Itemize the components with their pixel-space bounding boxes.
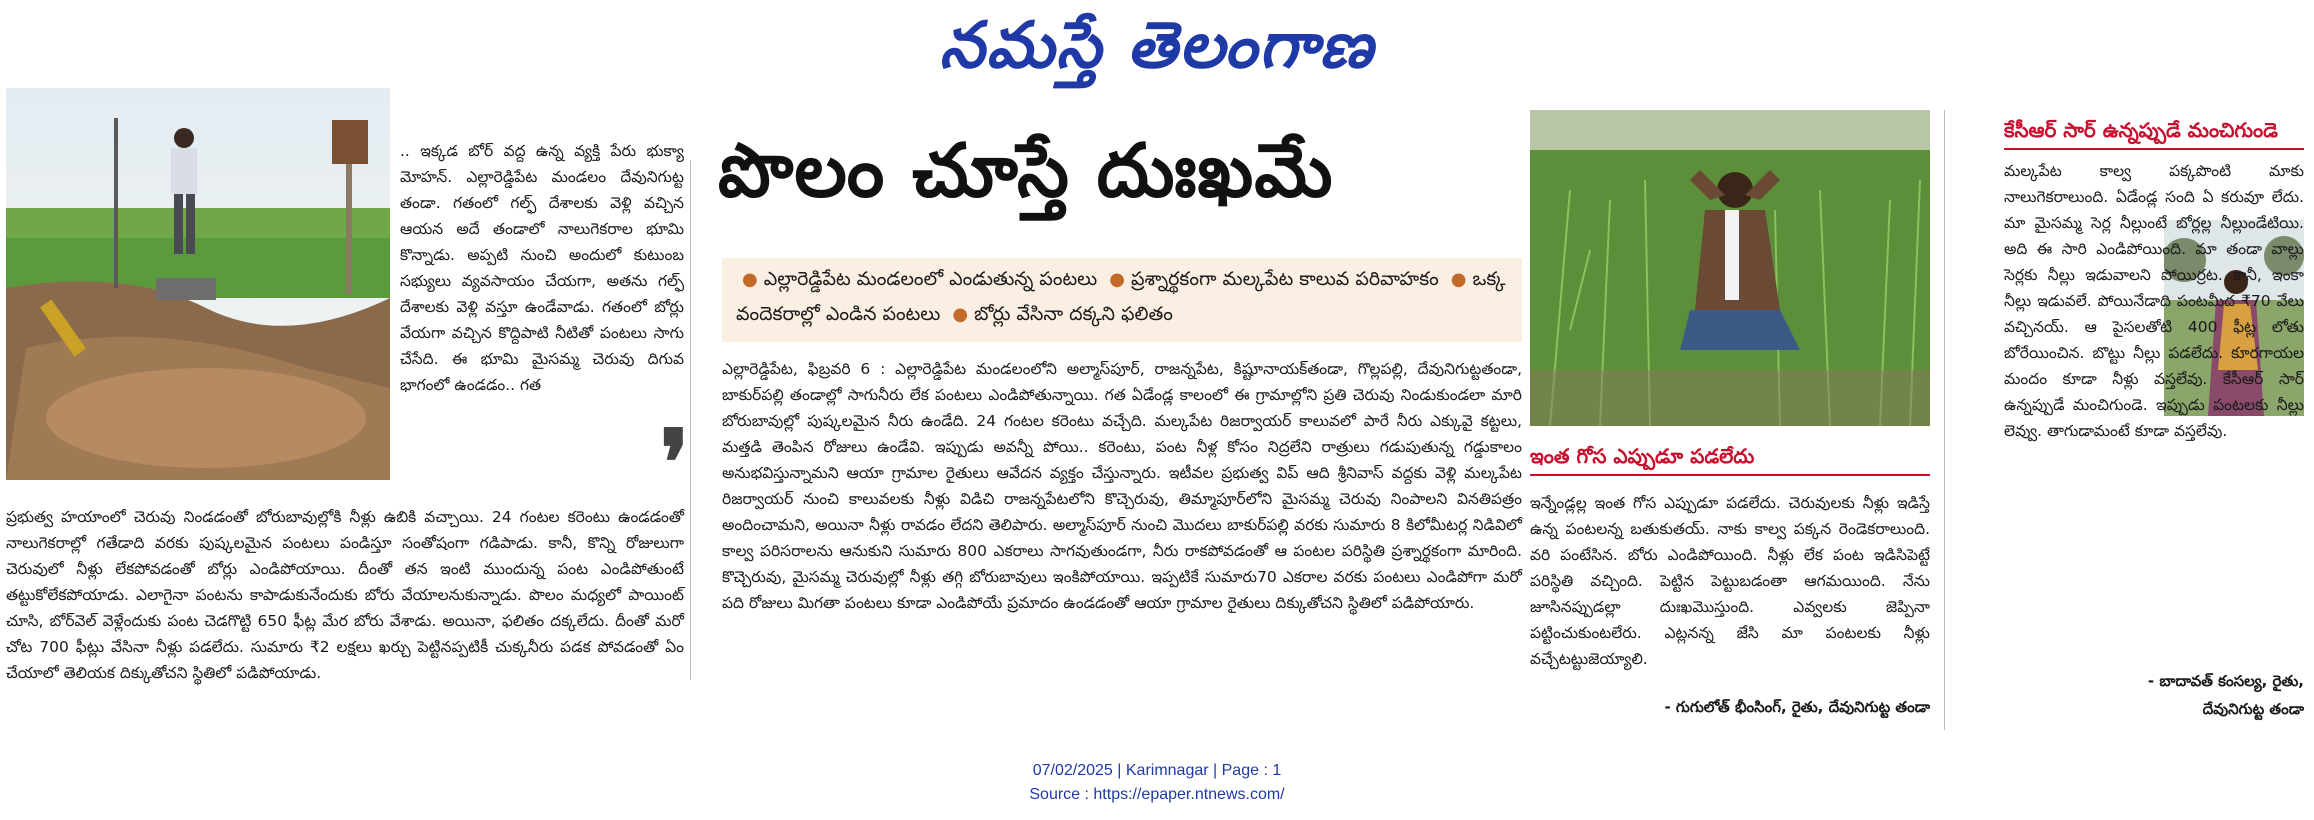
photo-borewell-image	[6, 88, 390, 480]
deck-item-2: ప్రశ్నార్థకంగా మల్కపేట కాలువ పరివాహకం	[1130, 268, 1439, 290]
main-story-body	[722, 356, 1522, 616]
deck-item-3: ఒక్క వందెకరాల్లో ఎండిన పంటలు	[736, 268, 1506, 325]
side-story-1-body	[1530, 490, 1930, 672]
masthead-logo: నమస్తే తెలంగాణ	[939, 8, 1375, 83]
side-story-2-signature-line-2: దేవునిగుట్ట తండా	[2202, 700, 2304, 718]
column-divider-left	[690, 160, 691, 680]
main-headline: పొలం చూస్తే దుఃఖమే	[718, 128, 1334, 214]
side-story-2-title: కేసీఆర్ సార్ ఉన్నప్పుడే మంచిగుండె	[2004, 118, 2278, 142]
bullet-icon: ●	[1450, 269, 1467, 290]
side-story-1-signature: - గుగులోత్ భీంసింగ్, రైతు, దేవునిగుట్ట తండా	[1664, 698, 1930, 716]
deck-item-1: ఎల్లారెడ్డిపేట మండలంలో ఎండుతున్న పంటలు	[763, 268, 1098, 290]
column-divider-right	[1944, 110, 1945, 730]
bullet-icon: ●	[952, 304, 969, 325]
main-deck	[722, 258, 1522, 342]
bullet-icon: ●	[1109, 269, 1125, 290]
deck-item-4: బోర్లు వేసినా దక్కని ఫలితం	[974, 303, 1173, 325]
left-story-body-text: ప్రభుత్వ హయాంలో చెరువు నిండడంతో బోరుబావుల్లోకి నీళ్లు ఉబికి వచ్చాయి. 24 గంటల కరెంటు ఉండడంతో నాలుగెకరాల్లో గతేడాది వరకు పుష్కలమైన పంటలు పండిస్తూ సంతోషంగా గడిపాడు. కానీ, కొన్ని రోజులుగా చెరువులో నీళ్లు లేకపోవడంతో బోర్లు ఎండిపోయాయి. దీంతో తన ఇంటి ముందున్న పంట ఎండిపోతుంటే తట్టుకోలేకపోయాడు. ఎలాగైనా పంటను కాపాడుకునేందుకు బోరు వేయాలనుకున్నాడు. పొలం మధ్యలో పాయింట్ చూసి, బోర్‌వెల్ వెళ్లేందుకు పంట చెడగొట్టి 650 ఫీట్ల మేర బోరు వేశాడు. అయినా, ఫలితం దక్కలేదు. దీంతో మరో చోట 700 ఫీట్లు వేసినా నీళ్లు పడలేదు. సుమారు ₹2 లక్షలు ఖర్చు పెట్టినప్పటికీ చుక్కనీరు పడక పోవడంతో ఏం చేయాలో తెలియక దిక్కుతోచని స్థితిలో పడిపోయాడు.	[6, 508, 684, 682]
side-story-2-body-text: మల్కపేట కాల్వ పక్కపొంటి మాకు నాలుగెకరాలుంది. ఏడేండ్ల సంది ఏ కరువూ లేదు. మా మైసమ్మ సెర్ల నీల్లుంటే బోర్లల్ల నీల్లుండేటియి. అది ఈ సారి ఎండిపోయింది. మా తండా వాల్లు సెర్లకు నీల్లు ఇడువాలని పోయిర్రట. కానీ, ఇంకా నీల్లు ఇడువలే. పోయినేడాది పంటమీద ₹70 వేలు వచ్చినయ్. ఆ పైసలతోటి 400 ఫీట్ల లోతు బోరేయించిన. బొట్టు నీల్లు పడలేదు. కూరగాయల మందం కూడా నీళ్లు వస్తలేవు. కేసీఆర్ సార్ ఉన్నప్పుడే మంచిగుండె. ఇప్పుడు పంటలకు నీల్లు లెవ్వు. తాగుడామంటే కూడా వస్తలేవు.	[2004, 162, 2304, 440]
left-story-caption	[400, 138, 684, 398]
photo-borewell	[6, 88, 390, 480]
side-story-2-rule	[2004, 148, 2304, 150]
footer-source-link[interactable]: Source : https://epaper.ntnews.com/	[1029, 786, 1285, 803]
footer-date-edition: 07/02/2025 | Karimnagar | Page : 1	[1032, 762, 1282, 779]
side-story-2-body	[2004, 158, 2304, 444]
side-story-1-body-text: ఇన్నేండ్లల్ల ఇంత గోస ఎప్పుడూ పడలేదు. చెరువులకు నీళ్లు ఇడిస్తే ఉన్న పంటలన్న బతుకుతయ్. నాకు కాల్వ పక్కన రెండెకరాలుంది. వరి పంటేసిన. బోరు ఎండిపోయింది. నీళ్లు లేక పంట ఇడిసిపెట్టే పరిస్థితి వచ్చింది. పెట్టిన పెట్టుబడంతా ఆగమయింది. నేను జూసినప్పుడల్లా దుఃఖమొస్తుంది. ఎవ్వలకు జెప్పినా పట్టించుకుంటలేరు. ఎట్లనన్న జేసి మా పంటలకు నీళ్లు వచ్చేటట్టుజెయ్యాలి.	[1530, 494, 1930, 668]
photo-farmer-paddy-image	[1530, 110, 1930, 426]
side-story-1-rule	[1530, 474, 1930, 476]
photo-farmer-paddy	[1530, 110, 1930, 426]
quote-mark: ❜	[660, 410, 690, 516]
side-story-1-title: ఇంత గోస ఎప్పుడూ పడలేదు	[1530, 444, 1755, 468]
left-story-body	[6, 504, 684, 686]
main-story-body-text: ఎల్లారెడ్డిపేట, ఫిబ్రవరి 6 : ఎల్లారెడ్డిపేట మండలంలోని అల్మాస్‌పూర్, రాజన్నపేట, కిష్టూనాయక్‌తండా, గొల్లపల్లి, దేవునిగుట్టతండా, బాకుర్‌పల్లి తండాల్లో సాగునీరు లేక పంటలు ఎండిపోతున్నాయి. గత ఏడేండ్ల కాలంలో ఈ గ్రామాల్లోని ప్రతి చెరువు నిండుకుండలా మారి బోరుబావుల్లో పుష్కలమైన నీరు ఉండేది. 24 గంటల కరెంటు వచ్చేది. మల్కపేట రిజర్వాయర్ కాలువలో పారే నీరు ఎక్కువై కట్టలు, మత్తడి తెంపిన రోజులు ఉండేవి. ఇప్పుడు అవన్నీ పోయి.. కరెంటు, పంట నీళ్ల కోసం నిద్రలేని రాత్రులు గడుపుతున్న గడ్డుకాలం అనుభవిస్తున్నామని ఆయా గ్రామాల రైతులు ఆవేదన వ్యక్తం చేస్తున్నారు. ఇటీవల ప్రభుత్వ విప్ ఆది శ్రీనివాస్ వద్దకు వెళ్లి మల్కపేట రిజర్వాయర్ నుంచి కాలువలకు నీళ్లు విడిచి రాజన్నపేటలోని కొచ్చెరువు, తిమ్మాపూర్‌లోని మైసమ్మ చెరువు నింపాలని వినతిపత్రం అందించామని, అయినా నీళ్లు రావడం లేదని తెలిపారు. అల్మాస్‌పూర్ నుంచి మొదలు బాకుర్‌పల్లి వరకు సుమారు 8 కిలోమీటర్ల నిడివిలో కాల్వ పరిసరాలను ఆనుకుని సుమారు 800 ఎకరాలు సాగవుతుండగా, నీరు రాకపోవడంతో ఆ పంటల పరిస్థితి ప్రశ్నార్థకంగా మారింది. కొచ్చెరువు, మైసమ్మ చెరువుల్లో నీళ్లు తగ్గి బోరుబావులు ఇంకిపోయాయి. ఇప్పటికే సుమారు70 ఎకరాల వరకు పంటలు ఎండిపోగా మరో పది రోజులు మిగతా పంటలు కూడా ఎండిపోయే ప్రమాదం ఉండడంతో ఆయా గ్రామాల రైతులు దిక్కుతోచని స్థితిలో పడిపోయారు.	[722, 360, 1522, 612]
side-story-2-signature-line-1: - బాదావత్ కంసల్య, రైతు,	[2147, 672, 2304, 690]
left-story-caption-text: .. ఇక్కడ బోర్ వద్ద ఉన్న వ్యక్తి పేరు భుక్యా మోహన్. ఎల్లారెడ్డిపేట మండలం దేవునిగుట్ట తండా. గతంలో గల్ఫ్ దేశాలకు వెళ్లి వచ్చిన ఆయన అదే తండాలో నాలుగెకరాల భూమి కొన్నాడు. అప్పటి నుంచి అందులో కుటుంబ సభ్యులు వ్యవసాయం చేయగా, అతను గల్ఫ్ దేశాలకు వెళ్లి వస్తూ ఉండేవాడు. గతంలో బోర్లు వేయగా వచ్చిన కొద్దిపాటి నీటితో పంటలు సాగు చేసేది. ఈ భూమి మైసమ్మ చెరువు దిగువ భాగంలో ఉండడం.. గత	[400, 142, 684, 394]
bullet-icon: ●	[742, 269, 758, 290]
